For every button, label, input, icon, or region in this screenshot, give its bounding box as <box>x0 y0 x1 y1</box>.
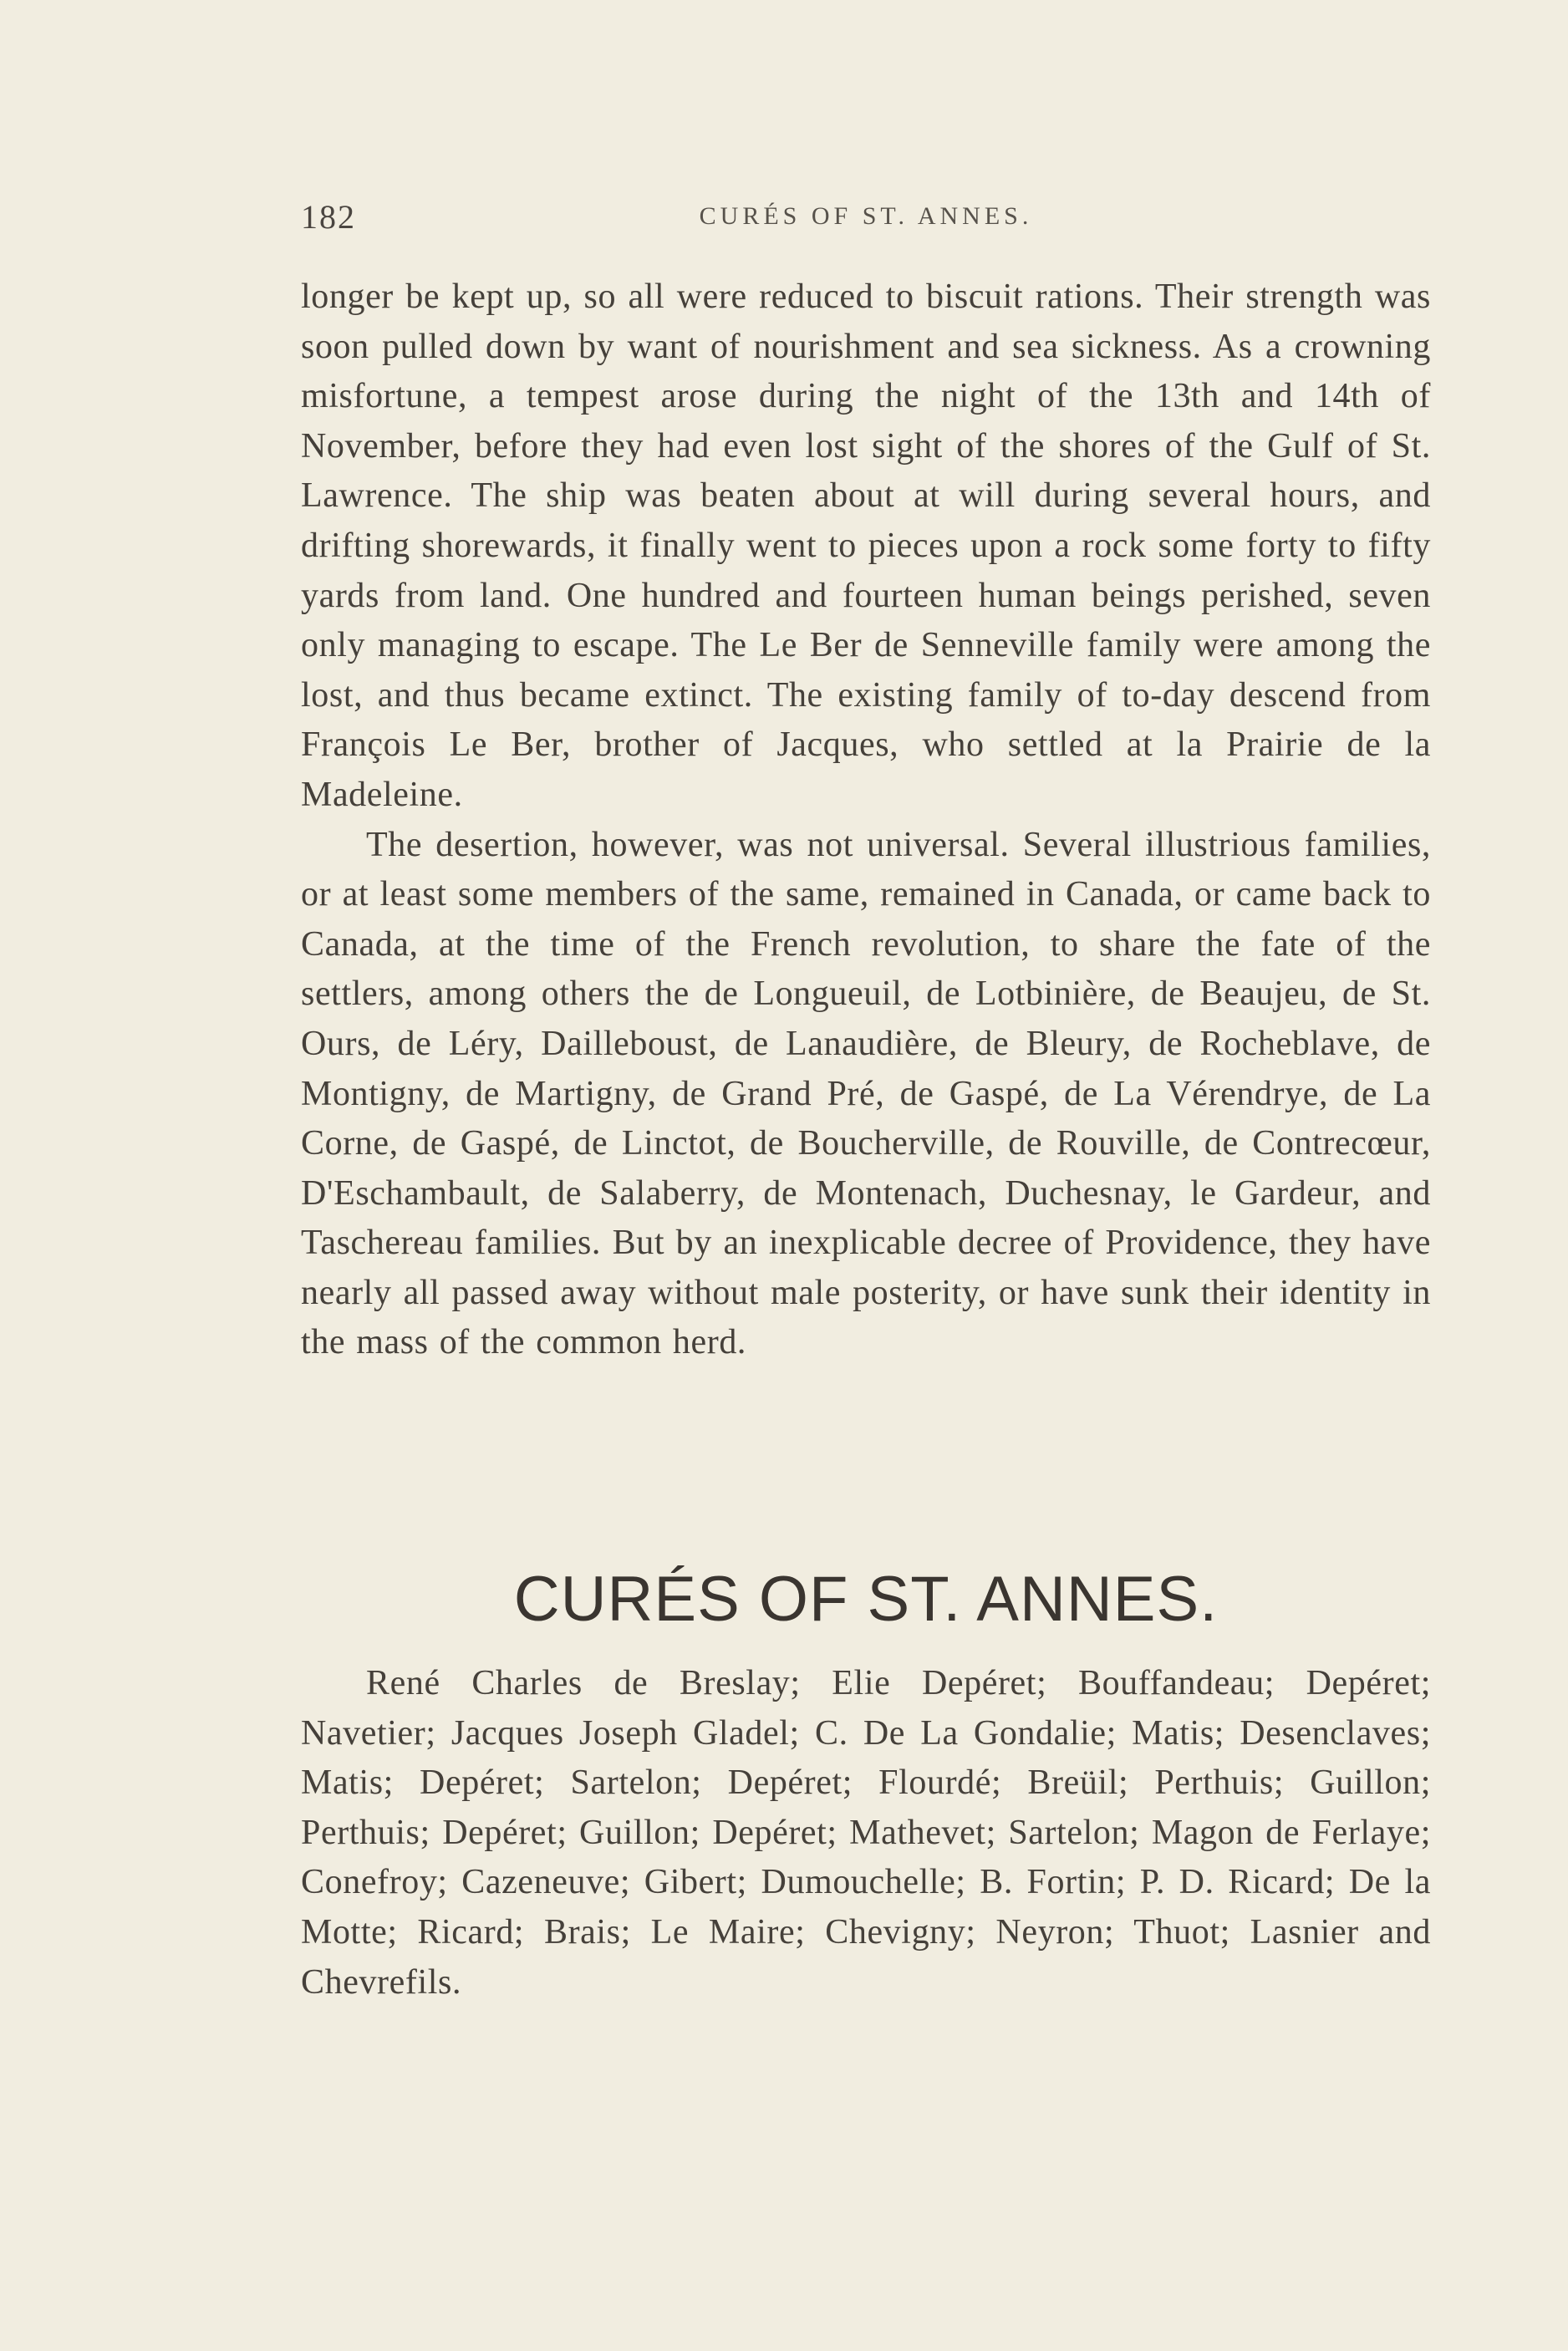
page-header <box>301 197 1431 247</box>
running-head: CURÉS OF ST. ANNES. <box>699 202 1033 230</box>
paragraph: The desertion, however, was not universal. Several illustrious families, or at least some members of the same, remained in Canada, or came back to Canada, at the time of the French revolution, to share the fate of the settlers, among others the de Longueuil, de Lotbinière, de Beaujeu, de St. Ours, de Léry, Dailleboust, de Lanaudière, de Bleury, de Rocheblave, de Montigny, de Martigny, de Grand Pré, de Gaspé, de La Vérendrye, de La Corne, de Gaspé, de Linctot, de Boucherville, de Rouville, de Contrecœur, D'Eschambault, de Salaberry, de Montenach, Duchesnay, le Gardeur, and Taschereau families. But by an inexplicable decree of Providence, they have nearly all passed away without male posterity, or have sunk their identity in the mass of the common herd. <box>301 825 1431 1362</box>
curates-list: René Charles de Breslay; Elie Depéret; Bouffandeau; Depéret; Navetier; Jacques Joseph Gladel; C. De La Gondalie; Matis; Desenclaves; Matis; Depéret; Sartelon; Depéret; Flourdé; Breüil; Perthuis; Guillon; Perthuis; Depéret; Guillon; Depéret; Mathevet; Sartelon; Magon de Ferlaye; Conefroy; Cazeneuve; Gibert; Dumouchelle; B. Fortin; P. D. Ricard; De la Motte; Ricard; Brais; Le Maire; Chevigny; Neyron; Thuot; Lasnier and Chevrefils. <box>301 1664 1431 2002</box>
section-heading: CURÉS OF ST. ANNES. <box>513 1564 1219 1635</box>
body-text <box>301 272 1431 1368</box>
paragraph: longer be kept up, so all were reduced to biscuit rations. Their strength was soon pulled down by want of nourishment and sea sickness. As a crowning misfortune, a tempest arose during the night of the 13th and 14th of November, before they had even lost sight of the shores of the Gulf of St. Lawrence. The ship was beaten about at will during several hours, and drifting shorewards, it finally went to pieces upon a rock some forty to fifty yards from land. One hundred and fourteen human beings perished, seven only managing to escape. The Le Ber de Senneville family were among the lost, and thus became extinct. The existing family of to-day descend from François Le Ber, brother of Jacques, who settled at la Prairie de la Madeleine. <box>301 277 1431 814</box>
page-number: 182 <box>301 198 356 236</box>
